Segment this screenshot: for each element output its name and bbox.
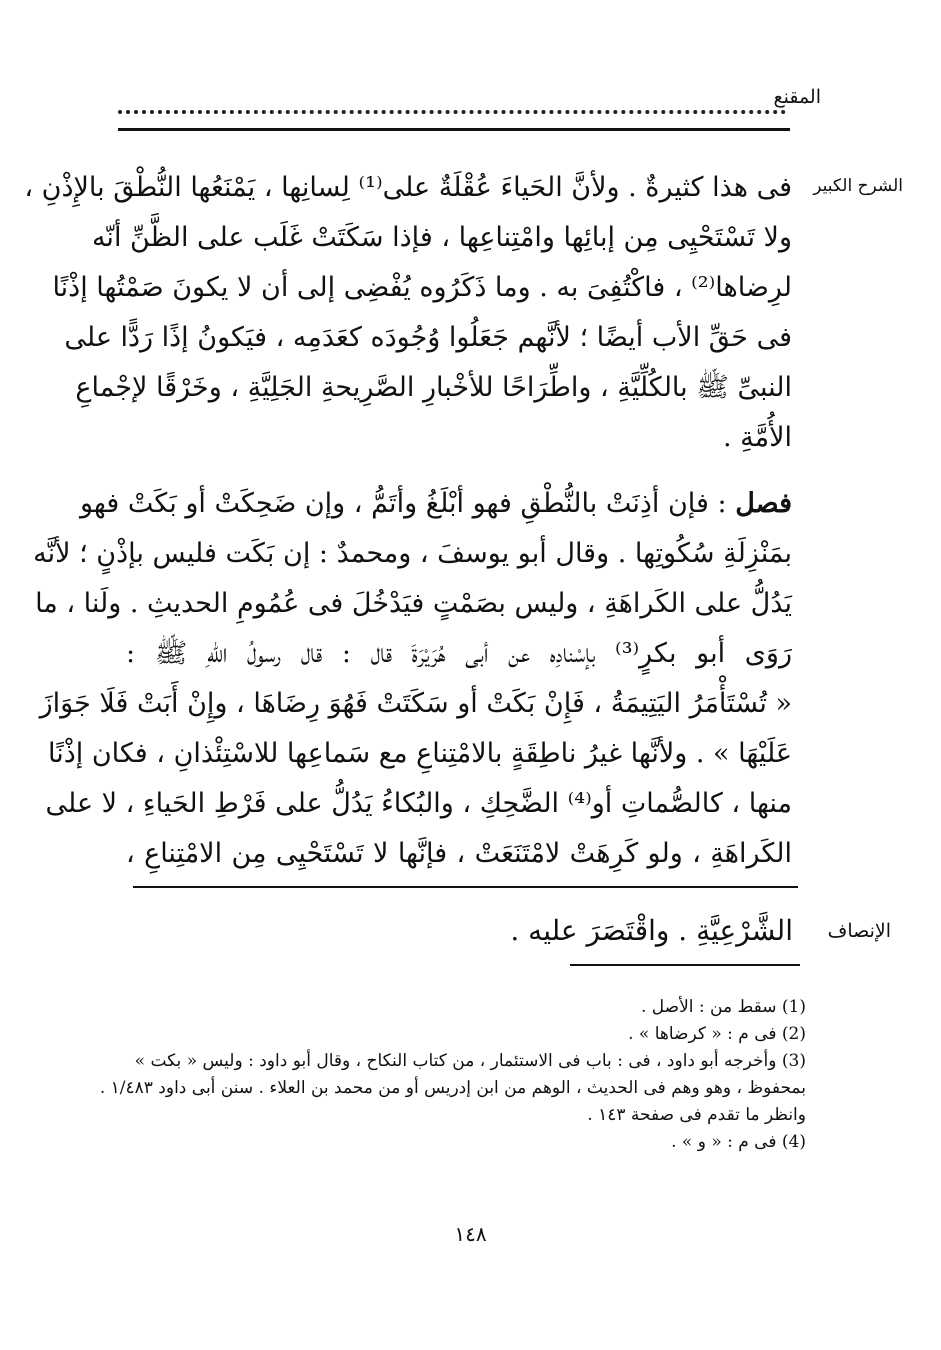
footnotes [99, 994, 806, 1156]
fasl-heading: فصل [735, 488, 792, 519]
header-rule [118, 128, 790, 131]
main-line: فى حَقِّ الأب أيضًا ؛ لأنَّهم جَعَلُوا وُجُودَه كعَدَمِه ، فيَكونُ إذًا رَدًّا على [64, 322, 792, 353]
section-divider [133, 886, 798, 888]
fasl-line: « تُسْتَأْمَرُ اليَتِيمَةُ ، فَإِنْ بَكَتْ أو سَكَتَتْ فَهُوَ رِضَاهَا ، وإِنْ أَبَتْ فَلَا جَوَازَ [39, 688, 792, 719]
paragraph-gap [126, 463, 792, 479]
fasl-line: الكَراهَةِ ، ولو كَرِهَتْ لامْتَنَعَتْ ، فإنَّها لا تَسْتَحْيِى مِن الامْتِناعِ ، [126, 838, 792, 869]
footnote: وانظر ما تقدم فى صفحة ١٤٣ . [587, 1105, 806, 1125]
fasl-line: منها ، كالصُّماتِ أو⁽⁴⁾ الضَّحِكِ ، والبُكاءُ يَدُلُّ على فَرْطِ الحَياءِ ، لا على [45, 788, 792, 819]
main-line: النبىِّ ﷺ بالكُلِّيَّةِ ، واطِّرَاحًا للأخْبارِ الصَّرِيحةِ الجَلِيَّةِ ، وخَرْقًا لإجْماعِ [75, 372, 792, 403]
header-dotted-line [118, 96, 786, 114]
main-line: الأُمَّةِ . [722, 422, 792, 453]
main-line: ولا تَسْتَحْيِى مِن إبائِها وامْتِناعِها ، فإذا سَكَتَتْ غَلَب على الظَّنِّ أنّه [91, 222, 792, 253]
fasl-line: رَوَى أبو بكرٍ⁽³⁾ بإسْنادِه عن أبى هُرَيْرَةَ قال : قال رسولُ اللهِ ﷺ : [126, 638, 792, 669]
side-label-main: الشرح الكبير [813, 176, 903, 196]
fasl-first-line [79, 479, 792, 529]
insaf-text: الشَّرْعِيَّةِ . واقْتَصَرَ عليه . [510, 914, 793, 947]
footnote: بمحفوظ ، وهو وهم فى الحديث ، الوهم من ابن إدريس أو من محمد بن العلاء . سنن أبى داود ١/٤٨٣ . [99, 1078, 806, 1098]
footnote-divider [570, 964, 800, 966]
fasl-line: عَلَيْهَا » . ولأنَّها غيرُ ناطِقَةٍ بالامْتِناعِ مع سَماعِها للاسْتِئْذانِ ، فكان إذْنًا [47, 738, 792, 769]
page-number: ١٤٨ [454, 1222, 487, 1246]
footnote: (1) سقط من : الأصل . [640, 997, 806, 1017]
main-line: فى هذا كثيرةٌ . ولأنَّ الحَياءَ عُقْلَةٌ على⁽¹⁾ لِسانِها ، يَمْنَعُها النُّطْقَ بالإِذْنِ ، [24, 172, 792, 203]
fasl-line: يَدُلُّ على الكَراهَةِ ، وليس بصَمْتٍ فيَدْخُلَ فى عُمُومِ الحديثِ . ولَنا ، ما [35, 588, 792, 619]
footnote: (4) فى م : « و » . [671, 1132, 806, 1152]
book-title-header: المقنع [773, 86, 821, 108]
footnote: (3) وأخرجه أبو داود ، فى : باب فى الاستئمار ، من كتاب النكاح ، وقال أبو داود : وليس « بكت » [134, 1051, 806, 1071]
side-label-insaf: الإنصاف [827, 920, 891, 942]
fasl-line: بمَنْزِلَةِ سُكُوتِها . وقال أبو يوسفَ ، ومحمدٌ : إن بَكَت فليس بإذْنٍ ؛ لأنَّه [33, 538, 792, 569]
footnote: (2) فى م : « كرضاها » . [628, 1024, 806, 1044]
main-text-block [24, 163, 792, 879]
main-line: لرِضاها⁽²⁾ ، فاكْتُفِىَ به . وما ذَكَرُوه يُفْضِى إلى أن لا يكونَ صَمْتُها إذْنًا [52, 272, 792, 303]
fasl-line-text: : فإن أذِنَتْ بالنُّطْقِ فهو أبْلَغُ وأتَمُّ ، وإن ضَحِكَتْ أو بَكَتْ فهو [79, 488, 727, 519]
